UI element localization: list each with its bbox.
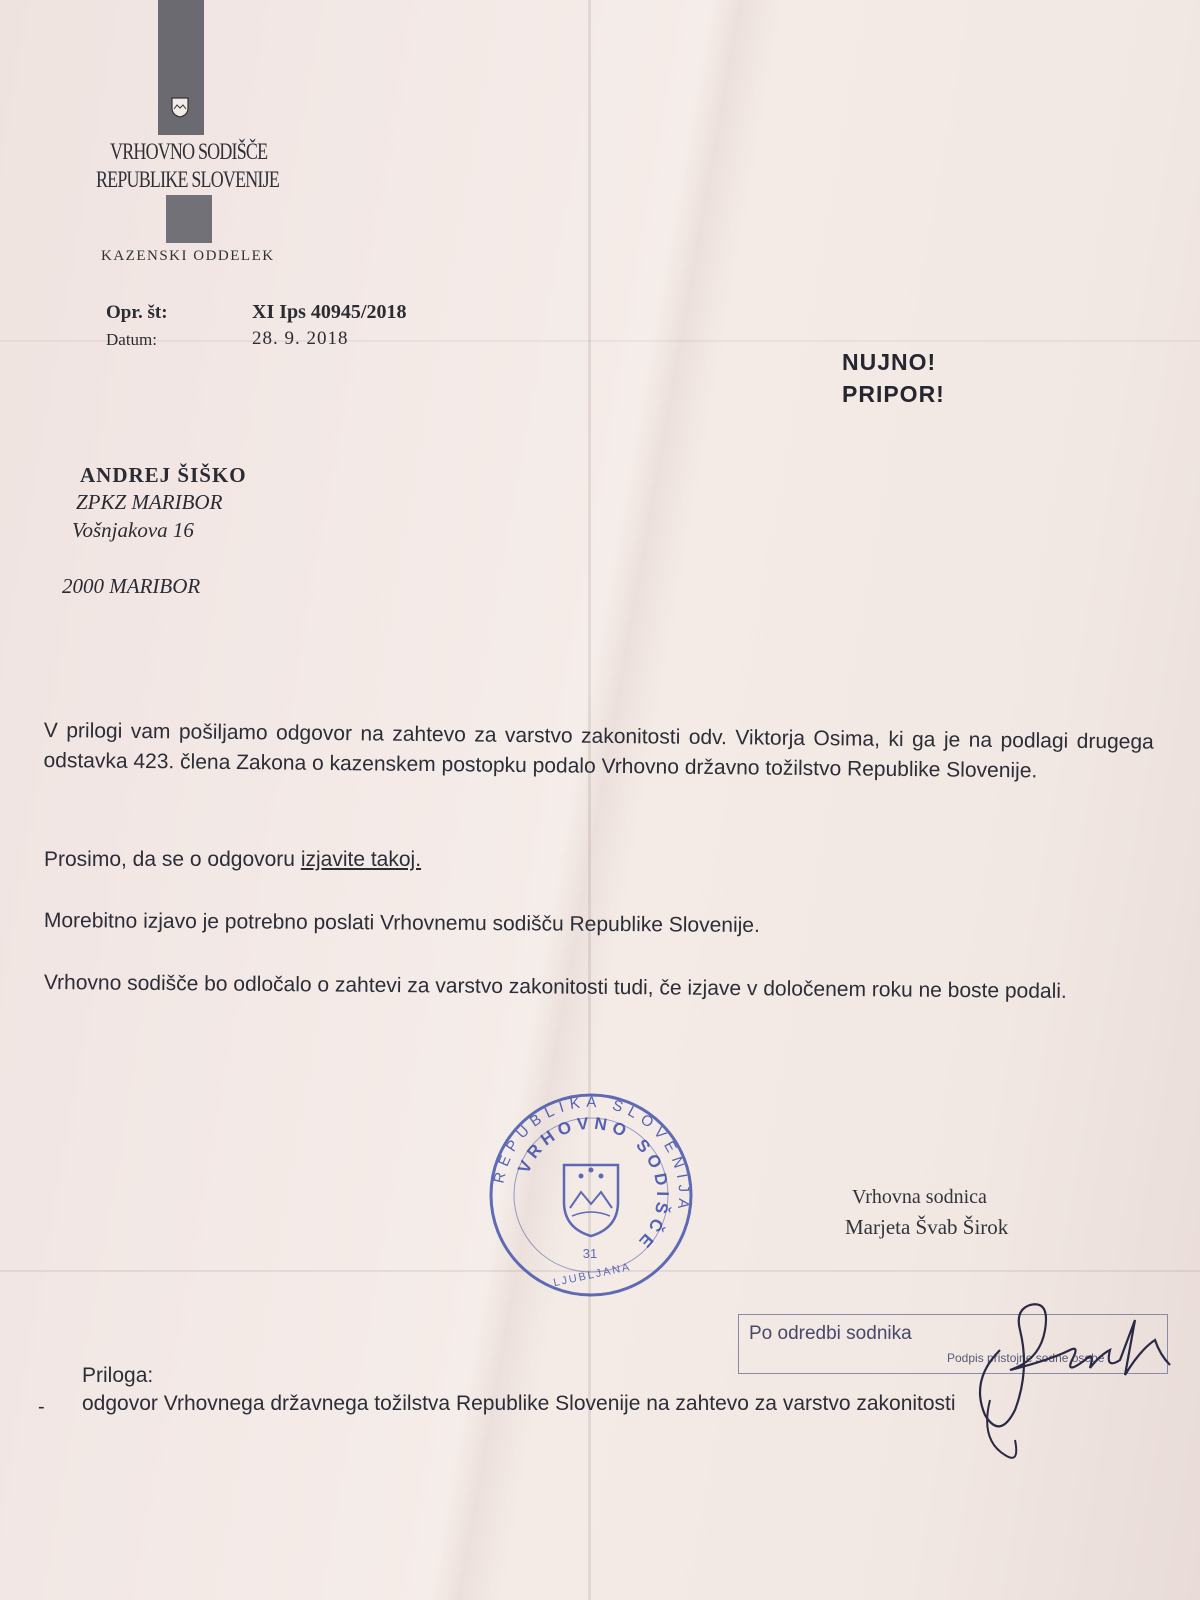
letterhead-bar-bottom — [166, 195, 212, 243]
recipient-city: 2000 MARIBOR — [62, 574, 201, 598]
stamp-outer-text: REPUBLIKA SLOVENIJA — [490, 1093, 693, 1216]
case-number-label: Opr. št: — [106, 302, 168, 323]
signatory-title: Vrhovna sodnica — [852, 1186, 987, 1208]
case-number-value: XI Ips 40945/2018 — [252, 301, 407, 323]
paper-fold-vertical — [588, 0, 591, 1600]
handwritten-signature — [960, 1290, 1190, 1470]
court-name-line2: REPUBLIKE SLOVENIJE — [96, 167, 280, 192]
recipient-line1: ZPKZ MARIBOR — [76, 490, 223, 514]
body-paragraph-2-text: Prosimo, da se o odgovoru — [44, 848, 301, 871]
stamp-city: LJUBLJANA — [552, 1260, 633, 1290]
body-paragraph-4: Vrhovno sodišče bo odločalo o zahtevi za varstvo zakonitosti tudi, če izjave v določenem roku ne boste podali. — [43, 970, 1067, 1003]
coat-of-arms-icon — [170, 96, 190, 118]
urgent-line1: NUJNO! — [842, 349, 937, 375]
date-label: Datum: — [106, 330, 157, 349]
stamp-shield-icon — [564, 1165, 618, 1236]
signatory-name: Marjeta Švab Širok — [845, 1215, 1009, 1239]
body-paragraph-2 — [44, 845, 1154, 875]
department: KAZENSKI ODDELEK — [101, 248, 275, 264]
order-stamp-text: Po odredbi sodnika — [749, 1323, 912, 1344]
order-stamp-small: Podpis pristojne sodne osebe — [947, 1351, 1105, 1365]
body-paragraph-2-emphasis: izjavite takoj. — [300, 848, 422, 871]
body-paragraph-1: V prilogi vam pošiljamo odgovor na zahtevo za varstvo zakonitosti odv. Viktorja Osima, ki ga je na podlagi drugega odstavka 423. člena Zakona o kazenskem postopku podalo Vrhovno državno tožilstvo Republike Slovenije. — [43, 718, 1154, 783]
recipient-line2: Vošnjakova 16 — [72, 518, 194, 542]
attachment-label: Priloga: — [82, 1364, 154, 1387]
stamp-inner-text: VRHOVNO SODIŠČE — [514, 1113, 673, 1255]
urgent-notice — [842, 346, 945, 410]
court-name-line1: VRHOVNO SODIŠČE — [110, 139, 268, 164]
recipient-name: ANDREJ ŠIŠKO — [80, 463, 247, 487]
attachment-item: odgovor Vrhovnega državnega tožilstva Republike Slovenije na zahtevo za varstvo zakonitosti — [82, 1392, 956, 1415]
svg-text:VRHOVNO SODIŠČE — [514, 1114, 672, 1255]
body-paragraph-3: Morebitno izjavo je potrebno poslati Vrhovnemu sodišču Republike Slovenije. — [43, 908, 760, 937]
urgent-line2: PRIPOR! — [842, 381, 945, 407]
court-name — [96, 138, 330, 194]
court-seal-stamp — [486, 1090, 696, 1300]
stamp-number: 31 — [582, 1246, 598, 1261]
paper-fold-horizontal-upper — [0, 340, 1200, 342]
attachment-bullet: - — [38, 1396, 45, 1418]
date-value: 28. 9. 2018 — [252, 328, 349, 349]
